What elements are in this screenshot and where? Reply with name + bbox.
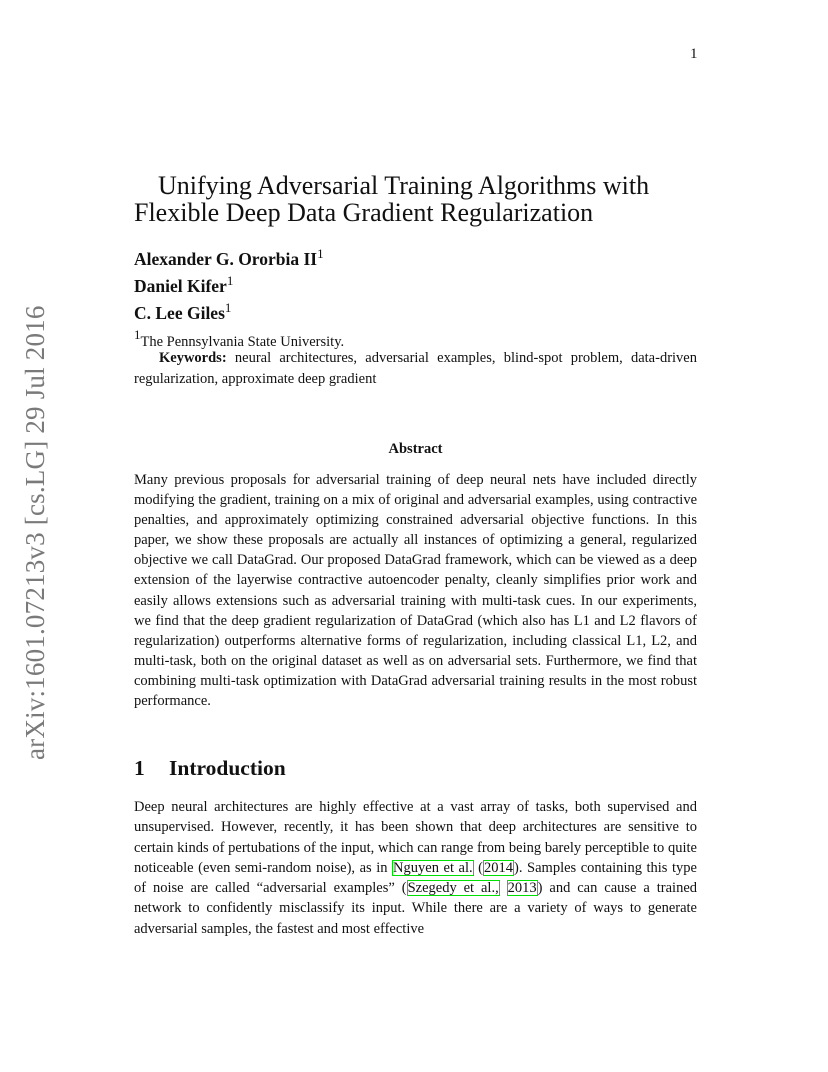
title-line-1: Unifying Adversarial Training Algorithms with <box>158 171 650 200</box>
citation-year-link-szegedy[interactable]: 2013 <box>507 880 537 897</box>
intro-text-part-2: . Samples containing this type of noise are called “adversarial examples” ( <box>134 859 697 897</box>
keywords <box>134 348 697 390</box>
title-line-2: Flexible Deep Data Gradient Regularization <box>134 198 594 227</box>
author-name: C. Lee Giles <box>134 303 225 323</box>
citation-link-nguyen[interactable]: Nguyen et al. <box>393 859 473 876</box>
affiliation-mark: 1 <box>224 300 232 315</box>
intro-text-part-3: ) and can cause a trained network to confidently misclassify its input. While there are a variety of ways to generate adversarial samples, the fastest and most effective <box>134 880 698 937</box>
author <box>134 297 694 324</box>
author <box>134 270 694 297</box>
section-heading-introduction <box>134 756 697 781</box>
citation-year-link-nguyen[interactable]: 2014 <box>484 859 514 876</box>
section-title-text: Introduction <box>169 756 286 780</box>
abstract-text: Many previous proposals for adversarial training of deep neural nets have included directly modifying the gradient, training on a mix of original and adversarial examples, using contractive penalties, and approximately optimizing constrained adversarial objective functions. In this paper, we show these proposals are actually all instances of optimizing a general, regularized objective we call DataGrad. Our proposed DataGrad framework, which can be viewed as a deep extension of the layerwise contractive autoencoder penalty, cleanly simplifies prior work and easily allows extensions such as adversarial training with multi-task cues. In our experiments, we find that the deep gradient regularization of DataGrad (which also has L1 and L2 flavors of regularization) outperforms alternative forms of regularization, including classical L1, L2, and multi-task, both on the original dataset as well as on adversarial sets. Furthermore, we find that combining multi-task optimization with DataGrad adversarial training results in the most robust performance. <box>134 472 697 710</box>
intro-text-part-1: Deep neural architectures are highly effective at a vast array of tasks, both supervised and unsupervised. However, recently, it has been shown that deep architectures are sensitive to certain kinds of pertubations of the input, which can range from being barely perceptible to quite noticeable (even semi-random noise), as in <box>134 799 697 876</box>
affiliation-text: The Pennsylvania State University. <box>140 334 345 350</box>
author <box>134 243 694 270</box>
author-name: Daniel Kifer <box>134 276 227 296</box>
author-name: Alexander G. Ororbia II <box>134 249 318 269</box>
introduction-text: Deep neural architectures are highly effective at a vast array of tasks, both supervised and unsupervised. However, recently, it has been shown that deep architectures are sensitive to certain kinds of pertubations of the input, which can range from being barely perceptible to quite noticeable (even semi-random noise), as in Nguyen et al. (2014). Samples containing this type of noise are called “adversarial examples” (Szegedy et al., 2013) and can cause a trained network to confidently misclassify its input. While there are a variety of ways to generate adversarial samples, the fastest and most effective <box>134 799 698 937</box>
citation-link-szegedy[interactable]: Szegedy et al., <box>407 880 499 897</box>
page-number: 1 <box>690 46 698 62</box>
paper-title <box>134 172 704 226</box>
arxiv-identifier-stamp: arXiv:1601.07213v3 [cs.LG] 29 Jul 2016 <box>20 305 50 760</box>
affiliation-mark: 1 <box>134 327 141 342</box>
affiliation-mark: 1 <box>226 273 234 288</box>
keywords-text: neural architectures, adversarial examples, blind-spot problem, data-driven regularization, approximate deep gradient <box>134 350 697 387</box>
affiliation-mark: 1 <box>317 246 324 261</box>
keywords-label: Keywords: <box>159 350 227 366</box>
author-block <box>134 243 694 352</box>
abstract-heading: Abstract <box>388 441 443 457</box>
section-number: 1 <box>134 756 145 780</box>
